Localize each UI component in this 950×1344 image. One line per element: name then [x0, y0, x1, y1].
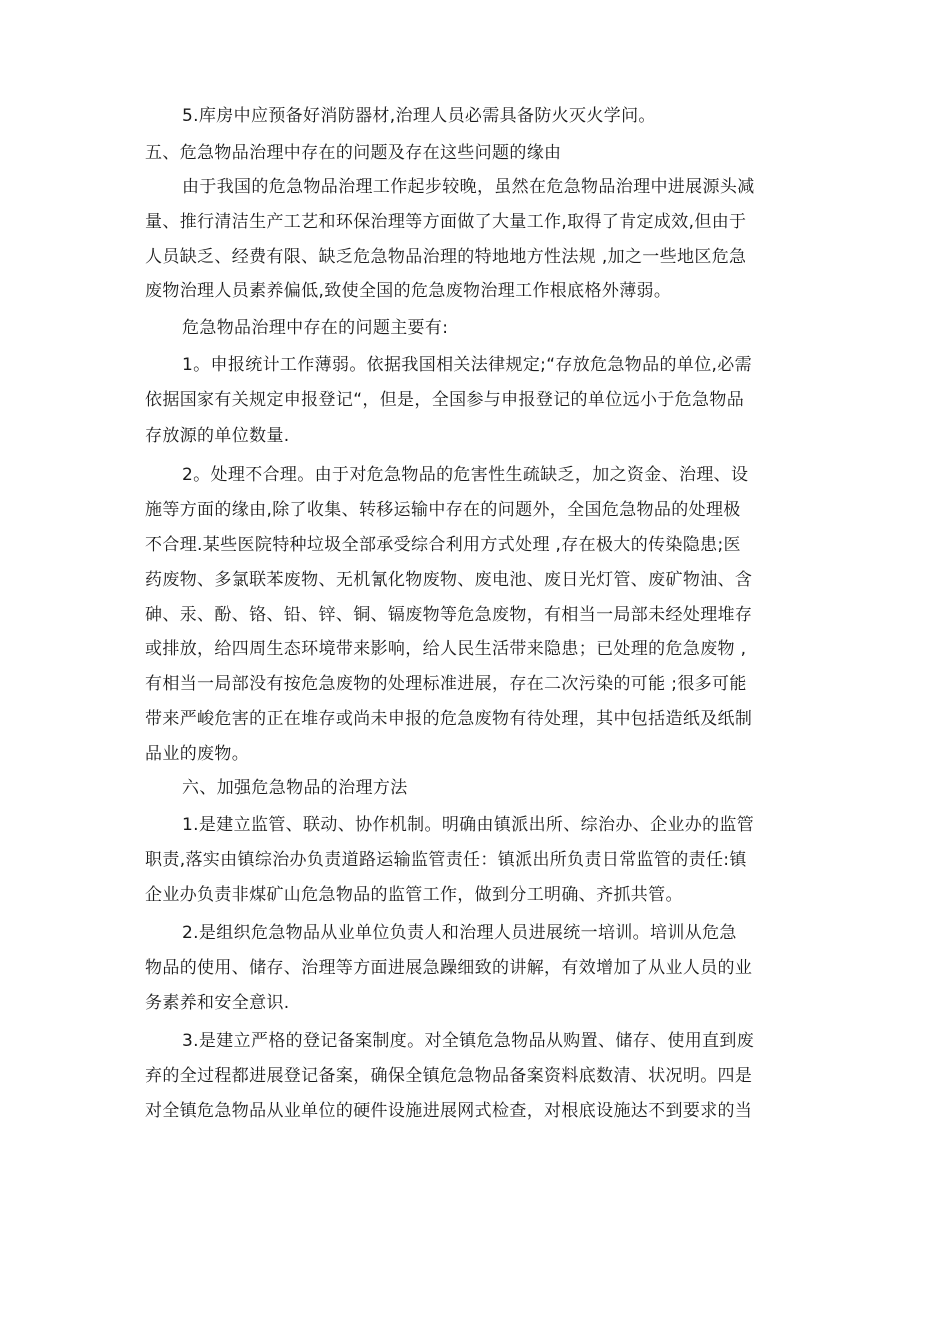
paragraph-line: 带来严峻危害的正在堆存或尚未申报的危急废物有待处理，其中包括造纸及纸制 [145, 709, 753, 729]
paragraph-line: 品业的废物。 [145, 744, 250, 764]
paragraph-line: 危急物品治理中存在的问题主要有: [182, 318, 449, 338]
paragraph-line: 物品的使用、储存、治理等方面进展急躁细致的讲解，有效增加了从业人员的业 [145, 958, 753, 978]
paragraph-line: 2。处理不合理。由于对危急物品的危害性生疏缺乏，加之资金、治理、设 [182, 465, 749, 485]
paragraph-line: 量、推行清洁生产工艺和环保治理等方面做了大量工作,取得了肯定成效,但由于 [145, 212, 747, 232]
paragraph-line: 施等方面的缘由,除了收集、转移运输中存在的问题外，全国危急物品的处理极 [145, 500, 741, 520]
paragraph-line: 2.是组织危急物品从业单位负责人和治理人员进展统一培训。培训从危急 [182, 923, 737, 943]
list-item-5: 5.库房中应预备好消防器材,治理人员必需具备防火灭火学问。 [182, 106, 656, 126]
section-heading-6: 六、加强危急物品的治理方法 [182, 778, 408, 798]
paragraph-line: 由于我国的危急物品治理工作起步较晚，虽然在危急物品治理中进展源头减 [182, 177, 755, 197]
paragraph-line: 务素养和安全意识. [145, 993, 290, 1013]
paragraph-line: 有相当一局部没有按危急废物的处理标准进展，存在二次污染的可能 ;很多可能 [145, 674, 747, 694]
paragraph-line: 砷、汞、酚、铬、铅、锌、铜、镉废物等危急废物，有相当一局部未经处理堆存 [145, 605, 753, 625]
paragraph-line: 1.是建立监管、联动、协作机制。明确由镇派出所、综治办、企业办的监管 [182, 815, 755, 835]
paragraph-line: 或排放，给四周生态环境带来影响，给人民生活带来隐患；已处理的危急废物 , [145, 639, 747, 659]
paragraph-line: 弃的全过程都进展登记备案，确保全镇危急物品备案资料底数清、状况明。四是 [145, 1066, 753, 1086]
paragraph-line: 3.是建立严格的登记备案制度。对全镇危急物品从购置、储存、使用直到废 [182, 1031, 755, 1051]
section-heading-5: 五、危急物品治理中存在的问题及存在这些问题的缘由 [145, 143, 562, 163]
paragraph-line: 职责,落实由镇综治办负责道路运输监管责任：镇派出所负责日常监管的责任:镇 [145, 850, 747, 870]
paragraph-line: 对全镇危急物品从业单位的硬件设施进展网式检查，对根底设施达不到要求的当 [145, 1101, 753, 1121]
paragraph-line: 存放源的单位数量. [145, 426, 290, 446]
paragraph-line: 依据国家有关规定申报登记“，但是，全国参与申报登记的单位远小于危急物品 [145, 390, 745, 410]
paragraph-line: 废物治理人员素养偏低,致使全国的危急废物治理工作根底格外薄弱。 [145, 281, 672, 301]
paragraph-line: 不合理.某些医院特种垃圾全部承受综合利用方式处理 ,存在极大的传染隐患;医 [145, 535, 741, 555]
paragraph-line: 1。申报统计工作薄弱。依据我国相关法律规定;“存放危急物品的单位,必需 [182, 355, 753, 375]
paragraph-line: 企业办负责非煤矿山危急物品的监管工作，做到分工明确、齐抓共管。 [145, 885, 683, 905]
paragraph-line: 药废物、多氯联苯废物、无机氰化物废物、废电池、废日光灯管、废矿物油、含 [145, 570, 753, 590]
paragraph-line: 人员缺乏、经费有限、缺乏危急物品治理的特地地方性法规 ,加之一些地区危急 [145, 247, 747, 267]
